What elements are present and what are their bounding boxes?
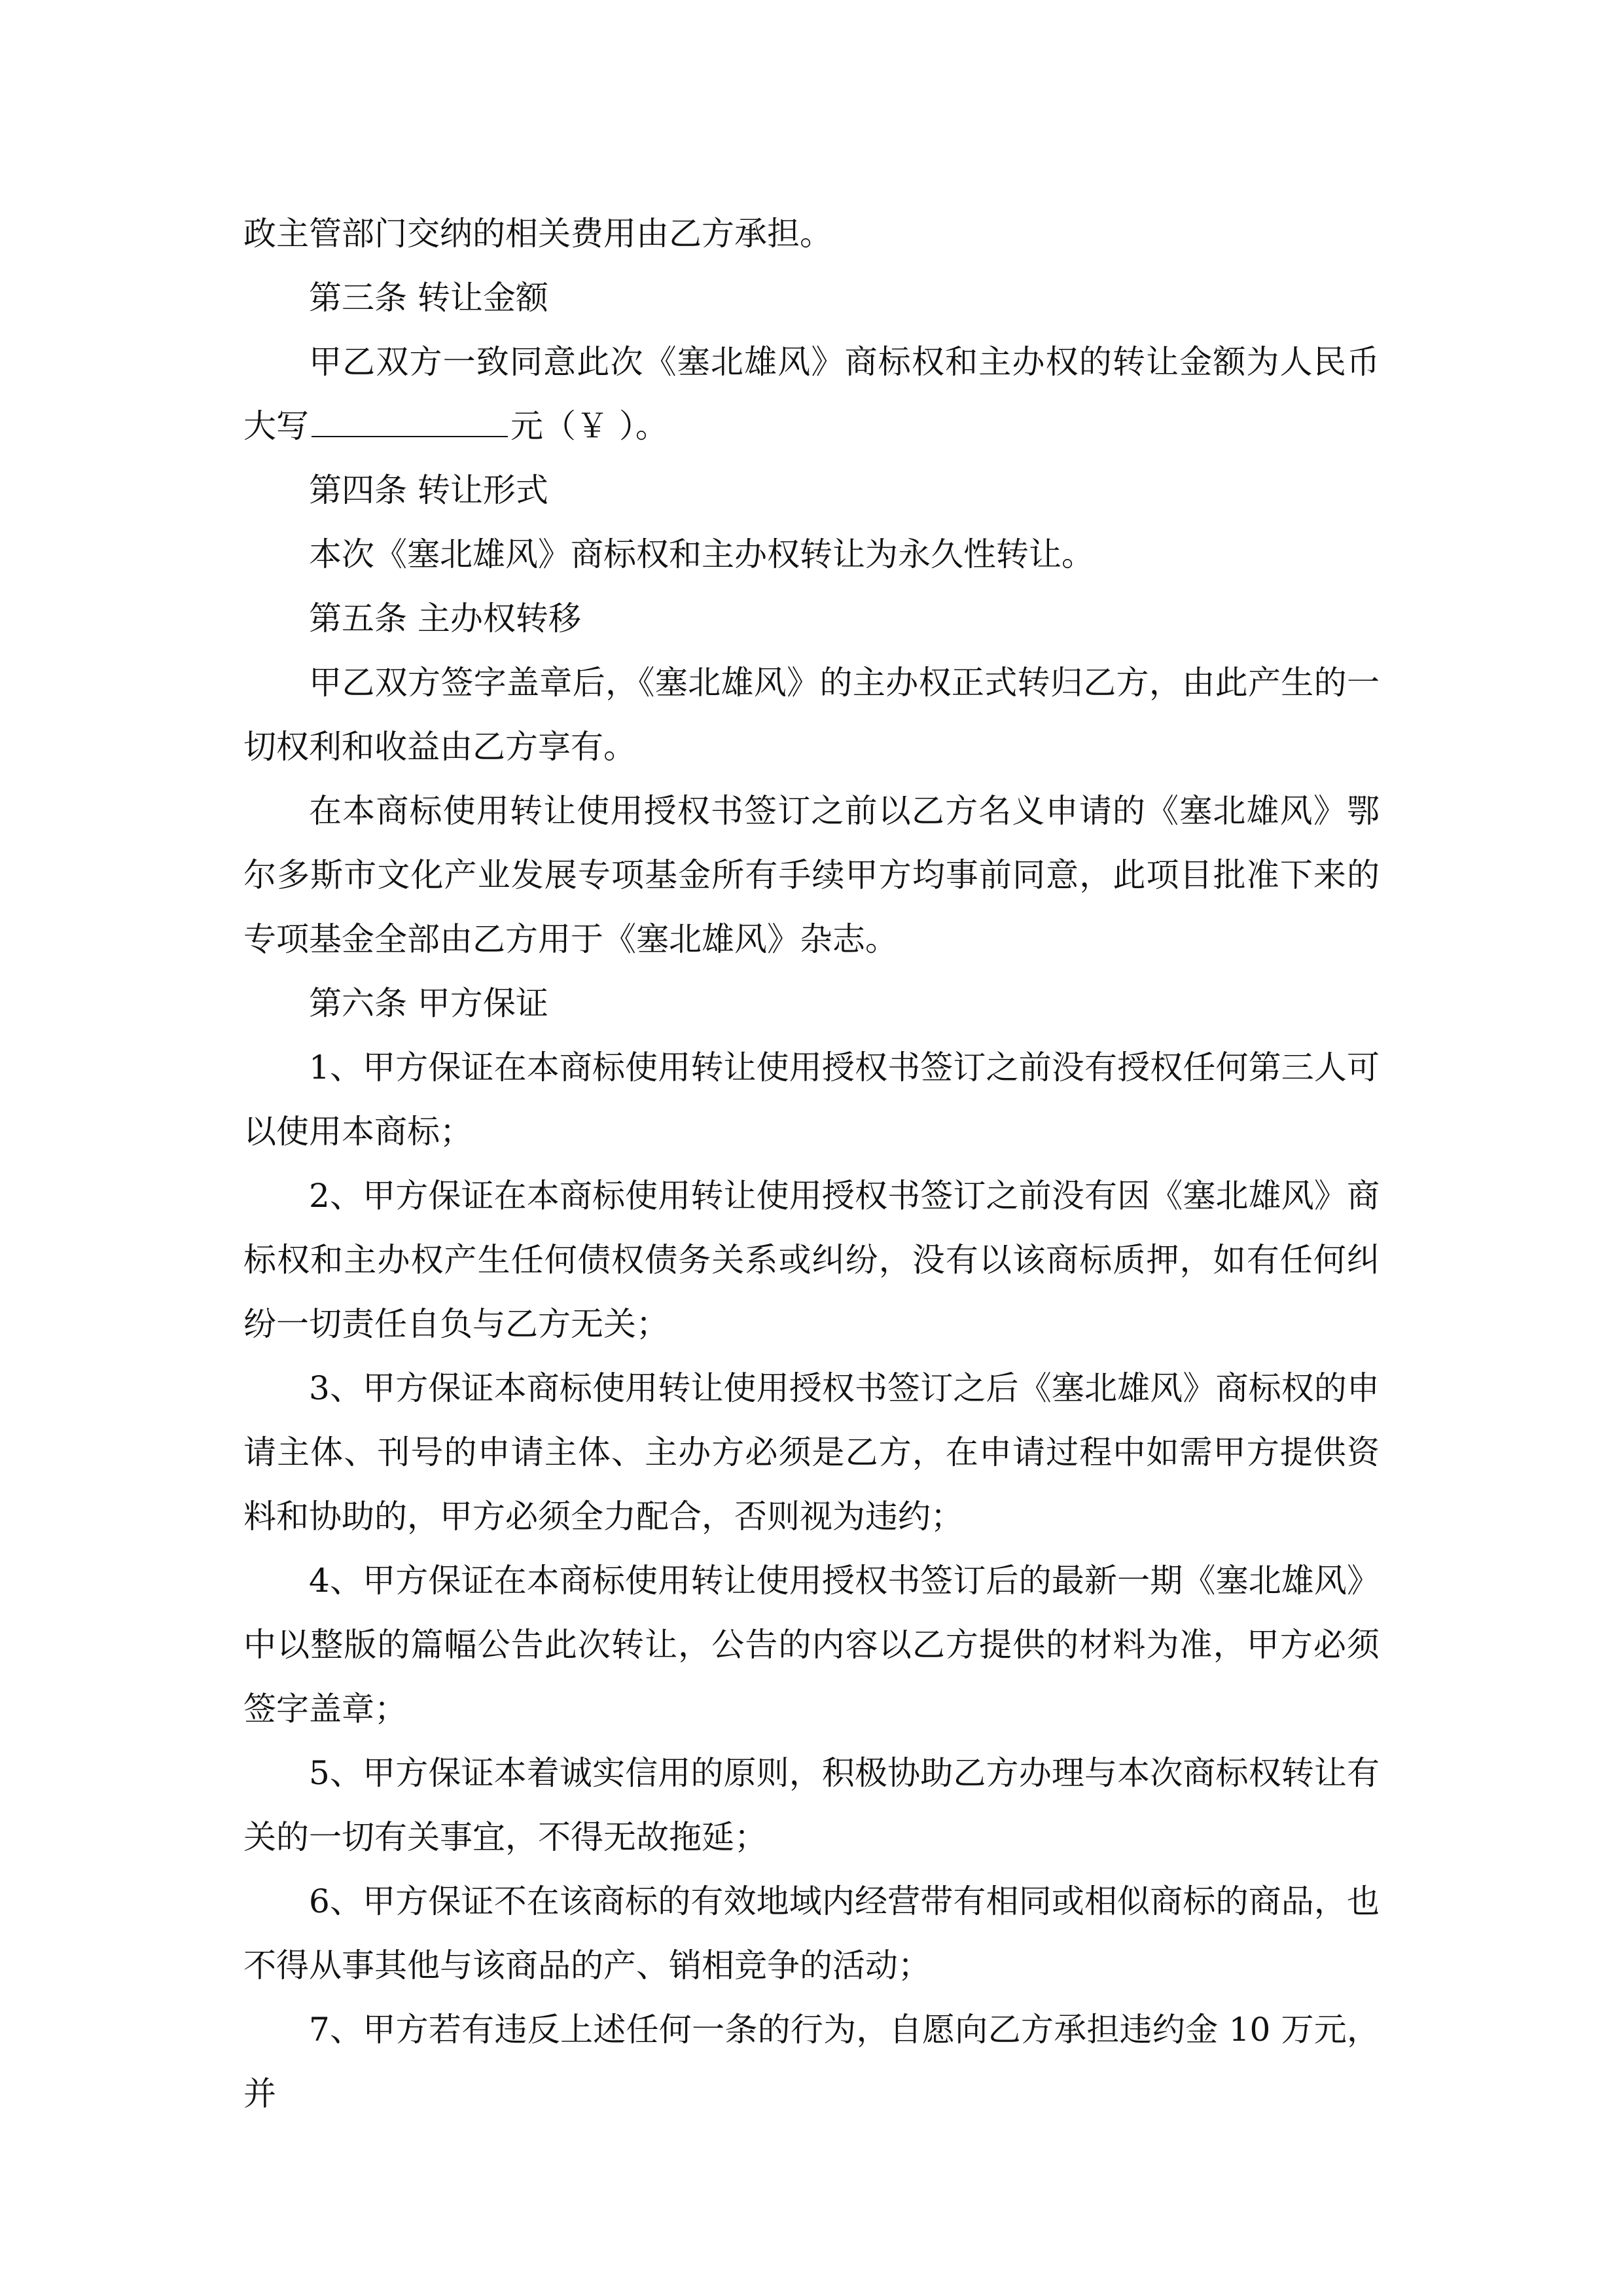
document-body	[243, 202, 1380, 2126]
amount-blank-line	[312, 410, 508, 437]
guarantee-item-3: 3、甲方保证本商标使用转让使用授权书签订之后《塞北雄风》商标权的申请主体、刊号的申请主体、主办方必须是乙方，在申请过程中如需甲方提供资料和协助的，甲方必须全力配合，否则视为违约；	[243, 1369, 1380, 1535]
article-6-heading: 第六条 甲方保证	[309, 984, 548, 1022]
amount-text-before: 甲乙双方一致同意此次《塞北雄风》商标权和主办权的转让金额为人民币大写	[243, 343, 1380, 445]
guarantee-item-6: 6、甲方保证不在该商标的有效地域内经营带有相同或相似商标的商品，也不得从事其他与该商品的产、销相竞争的活动；	[243, 1882, 1380, 1984]
guarantee-item-4: 4、甲方保证在本商标使用转让使用授权书签订后的最新一期《塞北雄风》中以整版的篇幅公告此次转让，公告的内容以乙方提供的材料为准，甲方必须签字盖章；	[243, 1562, 1380, 1728]
guarantee-item-7: 7、甲方若有违反上述任何一条的行为，自愿向乙方承担违约金 10 万元，并	[243, 2011, 1380, 2113]
guarantee-item-5: 5、甲方保证本着诚实信用的原则，积极协助乙方办理与本次商标权转让有关的一切有关事宜，不得无故拖延；	[243, 1754, 1380, 1856]
article-5-paragraph-2: 在本商标使用转让使用授权书签订之前以乙方名义申请的《塞北雄风》鄂尔多斯市文化产业发展专项基金所有手续甲方均事前同意，此项目批准下来的专项基金全部由乙方用于《塞北雄风》杂志。	[243, 792, 1380, 958]
article-4-heading: 第四条 转让形式	[309, 471, 548, 509]
article-4-paragraph: 本次《塞北雄风》商标权和主办权转让为永久性转让。	[309, 535, 1094, 573]
amount-text-after: 元（￥ ）。	[510, 407, 668, 445]
guarantee-item-2: 2、甲方保证在本商标使用转让使用授权书签订之前没有因《塞北雄风》商标权和主办权产生任何债权债务关系或纠纷，没有以该商标质押，如有任何纠纷一切责任自负与乙方无关；	[243, 1177, 1380, 1343]
article-3-heading: 第三条 转让金额	[309, 279, 548, 317]
paragraph-fee-continuation: 政主管部门交纳的相关费用由乙方承担。	[243, 215, 832, 253]
article-5-paragraph-1: 甲乙双方签字盖章后，《塞北雄风》的主办权正式转归乙方，由此产生的一切权利和收益由乙方享有。	[243, 664, 1380, 766]
guarantee-item-1: 1、甲方保证在本商标使用转让使用授权书签订之前没有授权任何第三人可以使用本商标；	[243, 1049, 1380, 1151]
article-3-amount-paragraph	[243, 330, 1380, 458]
article-5-heading: 第五条 主办权转移	[309, 600, 581, 637]
